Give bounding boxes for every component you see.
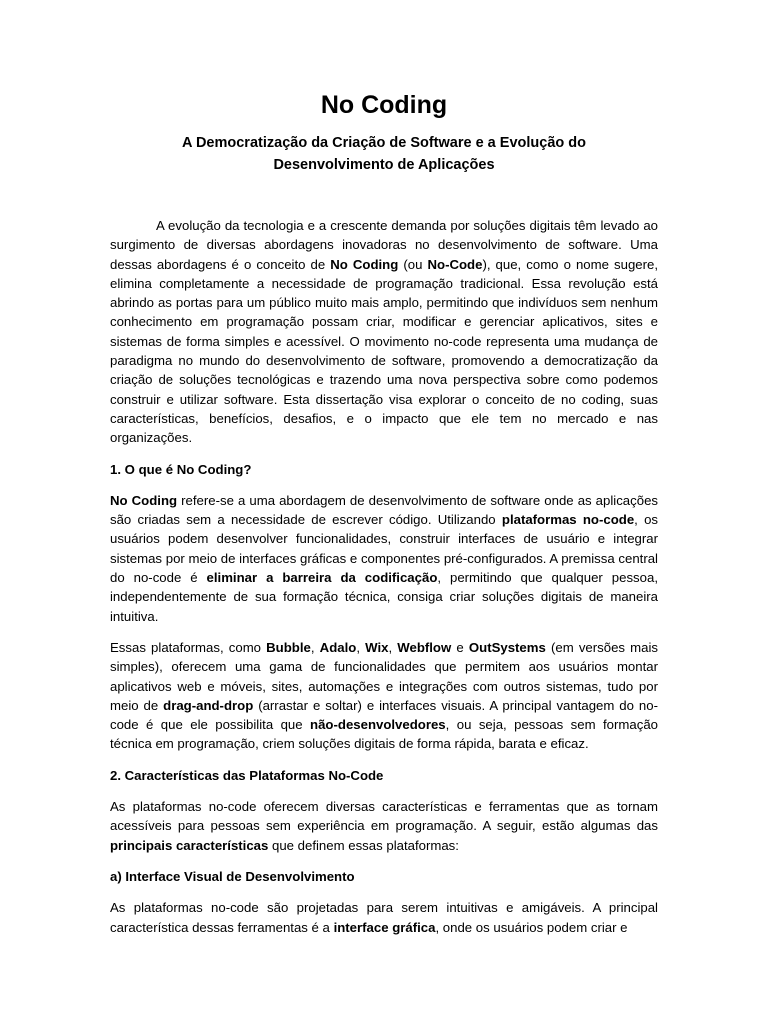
text-run: refere-se a uma abordagem de desenvolvimento de software onde as aplicações são criadas sem a necessidade de escrever código. Utilizando [110,492,658,528]
text-run: , os usuários podem desenvolver funcionalidades, construir interfaces de usuário e integrar sistemas por meio de interfaces gráficas e componentes pré-configurados. A premissa central do no-code é [110,512,659,586]
bold-run: não-desenvolvedores [310,717,446,733]
text-run: (arrastar e soltar) e interfaces visuais. A principal vantagem do no-code é que ele possibilita que [110,697,658,733]
bold-run: interface gráfica [333,919,436,935]
text-run: , onde os usuários podem criar e [435,919,628,935]
document-body [110,216,658,937]
bold-run: No Coding [110,492,178,508]
bold-run: Bubble [266,639,311,655]
text-run: , permitindo que qualquer pessoa, independentemente de sua formação técnica, consiga criar soluções digitais de maneira intuitiva. [110,570,658,624]
intro-paragraph [110,216,658,448]
section-1-paragraph-2 [110,638,658,754]
text-run: (ou [398,256,428,272]
document-subtitle: A Democratização da Criação de Software e a Evolução do Desenvolvimento de Aplicações [182,135,586,173]
text-run: ), que, como o nome sugere, elimina completamente a necessidade de programação tradicional. Essa revolução está abrindo as portas para um público muito mais amplo, permitindo que indivíduos sem nenhum conhecimento em programação possam criar, modificar e gerenciar aplicativos, sites e sistemas de forma simples e acessível. O movimento no-code representa uma mudança de paradigma no mundo do desenvolvimento de software, promovendo a democratização da criação de soluções tecnológicas e trazendo uma nova perspectiva sobre como podemos construir e utilizar software. Esta dissertação visa explorar o conceito de no coding, suas características, benefícios, desafios, e o impacto que ele tem no mercado e nas organizações. [110,256,658,446]
bold-run: OutSystems [468,639,546,655]
text-run: , [388,639,398,655]
text-run: , [356,639,366,655]
document-title: No Coding [320,91,448,119]
section-2-paragraph-1 [110,797,658,855]
section-2a-heading: a) Interface Visual de Desenvolvimento [110,868,355,884]
bold-run: No Coding [330,256,399,272]
text-run: A evolução da tecnologia e a crescente demanda por soluções digitais têm levado ao surgimento de diversas abordagens inovadoras no desenvolvimento de software. Uma dessas abordagens é o conceito de [110,218,658,272]
section-1-heading: 1. O que é No Coding? [110,461,252,477]
section-2-heading: 2. Características das Plataformas No-Code [110,767,384,783]
bold-run: eliminar a barreira da codificação [206,570,438,586]
bold-run: Webflow [397,639,452,655]
bold-run: Wix [365,639,389,655]
bold-run: drag-and-drop [163,697,254,713]
bold-run: Adalo [319,639,357,655]
bold-run: principais características [110,837,269,853]
text-run: , ou seja, pessoas sem formação técnica em programação, criem soluções digitais de forma rápida, barata e eficaz. [110,717,658,752]
bold-run: No-Code [427,256,483,272]
text-run: que definem essas plataformas: [268,837,459,853]
text-run: (em versões mais simples), oferecem uma gama de funcionalidades que permitem aos usuários montar aplicativos web e móveis, sites, automações e integrações com outros sistemas, tudo por meio de [110,639,659,713]
text-run: As plataformas no-code oferecem diversas características e ferramentas que as tornam acessíveis para pessoas sem experiência em programação. A seguir, estão algumas das [110,799,658,834]
text-run: , [310,639,320,655]
text-run: As plataformas no-code são projetadas para serem intuitivas e amigáveis. A principal característica dessas ferramentas é a [110,900,658,935]
text-run: e [451,639,469,655]
section-2a-paragraph-1 [110,898,658,937]
bold-run: plataformas no-code [501,512,635,528]
text-run: Essas plataformas, como [110,639,267,655]
section-1-paragraph-1 [110,491,658,626]
